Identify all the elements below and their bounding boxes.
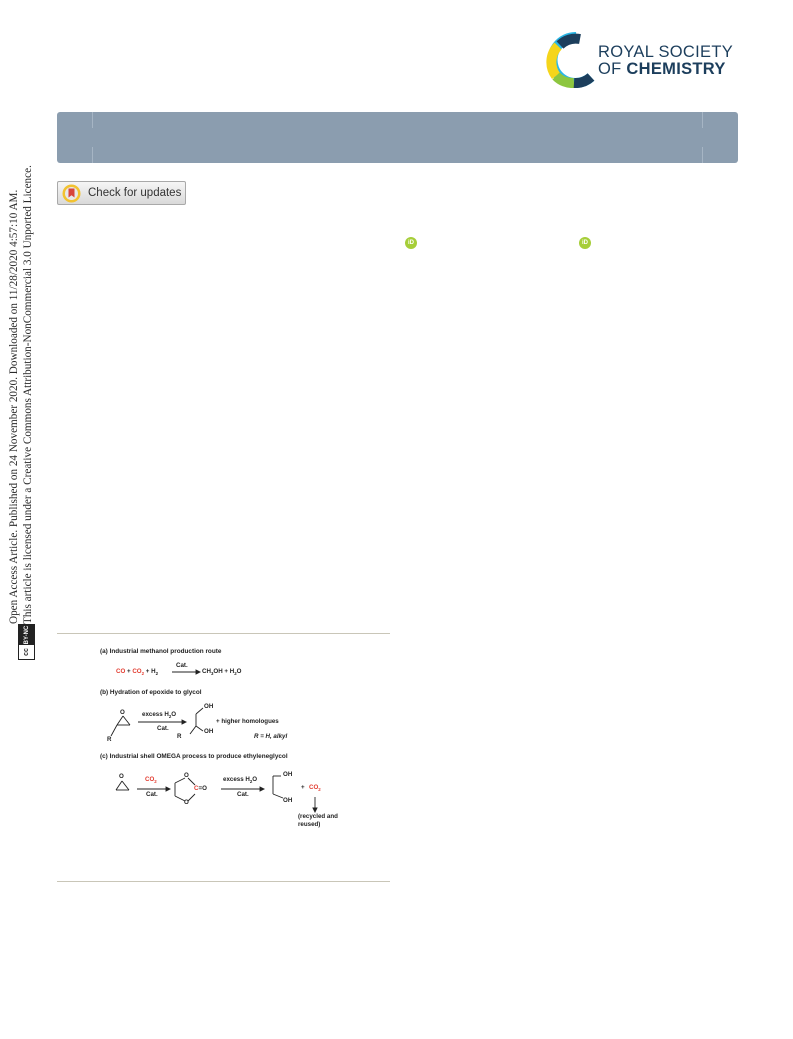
scheme-b-title: (b) Hydration of epoxide to glycol	[100, 689, 202, 696]
arrow-head	[166, 787, 170, 791]
arrow-head	[313, 808, 317, 812]
higher-homologues: + higher homologues	[216, 718, 279, 725]
epoxide-oxygen: O	[120, 709, 125, 716]
scheme-a-reactants	[116, 668, 158, 676]
reagent-tail: O	[252, 776, 258, 783]
co2-label: CO	[145, 776, 155, 783]
epoxide-bond	[123, 716, 130, 725]
by-nc-label: BY-NC	[19, 625, 34, 645]
methanol-sub: 3	[210, 671, 214, 677]
plus-label: +	[125, 668, 133, 675]
carbonyl-group	[194, 785, 207, 792]
reagent-sub: 2	[249, 779, 253, 785]
co2-label: CO	[132, 668, 142, 675]
check-for-updates-label: Check for updates	[88, 187, 182, 199]
scheme-a-title: (a) Industrial methanol production route	[100, 648, 222, 655]
scheme-c-catalyst2: Cat.	[237, 791, 249, 798]
arrow-head	[260, 787, 264, 791]
scheme-b-catalyst: Cat.	[157, 725, 169, 732]
co2-label: CO	[309, 784, 319, 791]
h2-label: + H	[144, 668, 156, 675]
methanol-label: CH	[202, 668, 211, 675]
epoxide-bond	[116, 781, 122, 790]
recycled-note-line2: reused)	[298, 821, 321, 828]
scheme-b-reagent	[142, 711, 176, 719]
carbonate-oxygen1: O	[184, 772, 189, 779]
license-text: This article is licensed under a Creative Commons Attribution-NonCommercial 3.0 Unported Licence.	[22, 165, 34, 624]
orcid-icon[interactable]: iD	[405, 237, 417, 249]
epoxide-oxygen: O	[119, 773, 124, 780]
r-definition: R = H, alkyl	[254, 733, 288, 740]
glycol-oh2: OH	[204, 728, 214, 735]
reagent-label: excess H	[142, 711, 169, 718]
glycol-oh1: OH	[204, 703, 214, 710]
glycol-bond	[273, 794, 283, 798]
scheme-c-catalyst1: Cat.	[146, 791, 158, 798]
glycol-bond	[190, 726, 196, 734]
scheme-a-products	[202, 668, 241, 676]
carbonate-bond	[188, 778, 195, 785]
co-label: CO	[116, 668, 126, 675]
recycled-note-line1: (recycled and	[298, 813, 338, 820]
logo-line2-prefix: OF	[598, 60, 627, 78]
methanol-tail: OH + H	[213, 668, 235, 675]
scheme-a-catalyst: Cat.	[176, 662, 188, 669]
scheme-c-reagent2	[223, 776, 257, 784]
carbonate-bond	[188, 794, 195, 801]
carbonyl-c: C	[194, 785, 199, 792]
logo-line1: ROYAL SOCIETY	[598, 43, 734, 61]
glycol-oh2: OH	[283, 797, 293, 804]
epoxide-r: R	[107, 736, 112, 743]
scheme-c-title: (c) Industrial shell OMEGA process to produce ethyleneglycol	[100, 753, 288, 760]
arrow-head	[182, 720, 186, 724]
h2-sub: 2	[155, 671, 159, 677]
glycol-bond	[196, 708, 203, 714]
co2-byproduct	[309, 784, 321, 792]
epoxide-bond	[117, 716, 123, 725]
reagent-sub: 2	[168, 714, 172, 720]
co2-sub: 2	[154, 779, 157, 785]
scheme-c-reagent1	[145, 776, 157, 784]
epoxide-bond	[122, 781, 129, 790]
co2-sub: 2	[141, 671, 145, 677]
reagent-tail: O	[171, 711, 177, 718]
orcid-icon[interactable]: iD	[579, 237, 591, 249]
co2-sub: 2	[318, 787, 321, 793]
epoxide-r-bond	[111, 725, 117, 736]
arrow-head	[196, 670, 200, 674]
glycol-bond	[196, 726, 203, 731]
water-sub: 2	[234, 671, 237, 677]
glycol-r: R	[177, 733, 182, 740]
reagent-label: excess H	[223, 776, 250, 783]
cc-icon: cc	[23, 648, 30, 656]
glycol-oh1: OH	[283, 771, 293, 778]
water-tail: O	[236, 668, 242, 675]
publication-info: Open Access Article. Published on 24 November 2020. Downloaded on 11/28/2020 4:57:10 AM.	[8, 189, 20, 624]
carbonyl-o: =O	[198, 785, 207, 792]
logo-line2-bold: CHEMISTRY	[626, 60, 726, 78]
plus-sign: +	[301, 784, 305, 791]
carbonate-oxygen2: O	[184, 799, 189, 806]
